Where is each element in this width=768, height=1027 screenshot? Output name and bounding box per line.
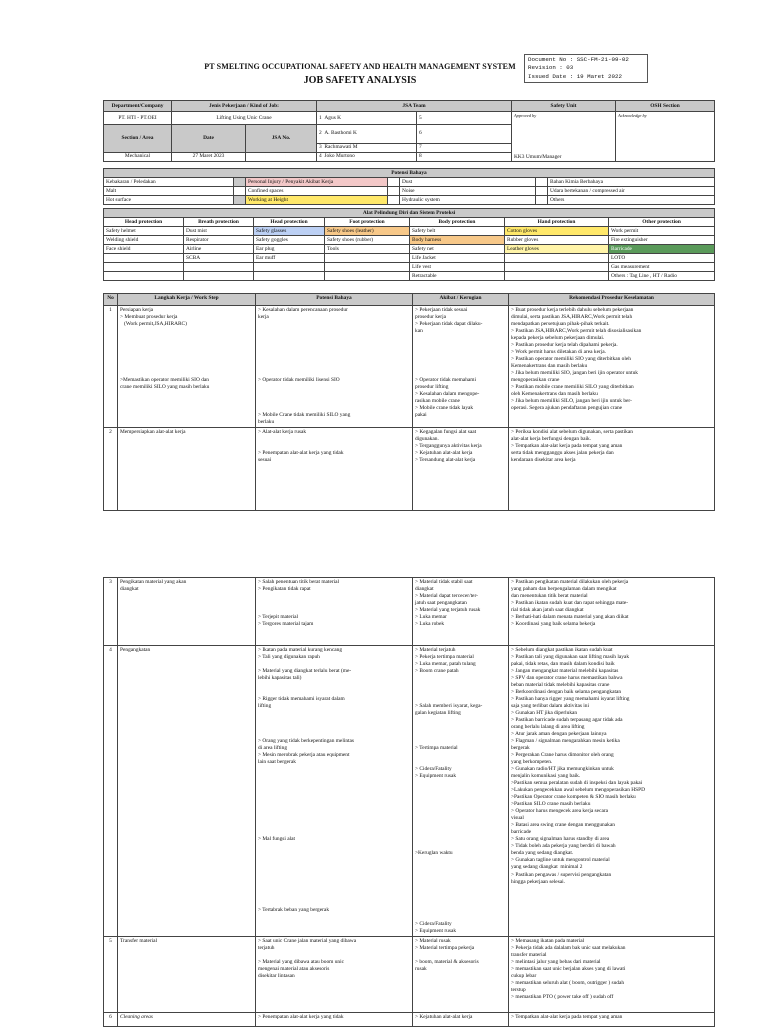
hazard-malt: Malt	[104, 187, 234, 196]
company-value: PT. HTI - PT.OEI	[104, 112, 172, 125]
team-member-2: 2 A. Basthomi K	[317, 125, 417, 144]
issued-date: Issued Date : 19 Maret 2022	[528, 72, 622, 80]
step-number: 3	[104, 578, 118, 646]
hazard-check	[388, 178, 400, 187]
team-header: JSA Team	[317, 101, 512, 112]
step-hazard: > Kesalahan dalam perencanaan prosedur kerja > Operator tidak memiliki lisensi SIO > Mobile Crane tidak memiliki SILO yang berlaku	[256, 306, 413, 428]
hazard-check	[388, 196, 400, 205]
ppe-item: Face shield	[104, 245, 184, 254]
step-effect: > Pekerjaan tidak sesuai prosedur kerja > Pekerjaan tidak dapat dilaku- kan > Operator tidak memahami prosedur lifting > Kesalahan dalam mengope- rasikan mobile crane > Mobile crane tidak layak pakai	[413, 306, 509, 428]
ppe-header-foot: Foot protection	[325, 218, 410, 227]
hazard-check	[536, 187, 548, 196]
ppe-item: Tools	[325, 245, 410, 254]
ppe-item: Dust mist	[184, 227, 254, 236]
ppe-item: Life Jacket	[410, 254, 505, 263]
hazard-others: Others	[548, 196, 715, 205]
steps-table-page-2	[103, 577, 715, 1027]
step-effect: > Material tidak stabil saat diangkat > Material dapat tercecer/ter- jatuh saat pengangkatan > Material yang terjatuh rusak > Luka memar > Luka robek	[413, 578, 509, 646]
step-recommendation: > Sebelum diangkat pastikan ikatan sudah kuat > Pastikan tali yang digunakan saat lifting masih layak pakai, tidak retas, dan masih dalam kondisi baik > Jangan mengangkat material melebihi kapasitas > SPV dan operator crane harus memastikan bahwa beban material tidak melebihi kapasitas crane > Berkoordinasi dengan baik selama pengangkatan > Pastikan hanya rigger yang memahami isyarat lifting saja yang terlibat dalam aktivitas ini > Gunakan HT jika diperlukan > Pastikan barricade sudah terpasang agar tidak ada orang berlalu lalang di area lifting > Atur jarak aman dengan pekerjaan lainnya > Flagman / signalman mengarahkan mesin ketika bergerak > Pergerakan Crane harus dimonitor oleh orang yang berkompeten. > Gunakan radio/HT jika memungkinkan untuk menjalin komunikasi yang baik. >Pastikan semua peralatan sudah di inspeksi dan layak pakai >Lakukan pengecekkan awal sebelum mengoperasikan HSPD >Pastikan Operator crane kompeten & SIO masih berlaku >Pastikan SILO crane masih berlaku > Operator harus mengecek area kerja secara visual > Batasi area swing crane dengan menggunakan barricade > Satu orang signalman harus standby di area > Tidak boleh ada pekerja yang berdiri di bawah benda yang sedang diangkat. > Gunakan tagline untuk mengontrol material yang sedang diangkat minimal 2 > Pastikan pengawas / supervisi pengangkatan hingga pekerjaan selesai.	[509, 646, 715, 937]
ppe-item-selected: Barricade	[609, 245, 715, 254]
ppe-item: Work permit	[609, 227, 715, 236]
ppe-item: Safety helmet	[104, 227, 184, 236]
ppe-item: Safety goggles	[254, 236, 325, 245]
ppe-item: Respirator	[184, 236, 254, 245]
step-hazard: > Saat unic Crane jalan material yang dibawa terjatuh > Material yang dibawa atau boom unic mengenai material atau aksesoris disekitar lintasan	[256, 936, 413, 1012]
ppe-item: Gas measurement	[609, 263, 715, 272]
jsa-no-value	[246, 152, 317, 161]
ppe-item-selected: Safety glasses	[254, 227, 325, 236]
safety-unit-header: Safety Unit	[512, 101, 616, 112]
team-member-1: 1 Agus K	[317, 112, 417, 125]
hazard-potential-title: Potensi Bahaya	[104, 169, 715, 178]
team-slot-5: 5	[417, 112, 512, 125]
ppe-item-selected: Safety shoes (leather)	[325, 227, 410, 236]
ppe-header-body: Body protection	[410, 218, 505, 227]
hazard-hydraulic: Hydraulic system	[400, 196, 536, 205]
ppe-header-head: Head protection	[104, 218, 184, 227]
team-member-3: 3 Rachmawati M	[317, 143, 417, 152]
step-effect: > Kejatuhan alat-alat kerja	[413, 1012, 509, 1026]
ppe-item: SCBA	[184, 254, 254, 263]
hazard-confined-spaces: Confined spaces	[246, 187, 388, 196]
ppe-table	[103, 208, 715, 281]
jsa-info-table	[103, 100, 715, 162]
step-hazard: > Ikatan pada material kurang kencang > Tali yang digunakan rapuh > Material yang diangkat terlalu berat (me- lebihi kapasitas tali) > Rigger tidak memahami isyarat dalam lifting > Orang yang tidak berkepentingan melintas di area lifting > Mesin merobrak pekerja atau equipment lain saat bergerak > Mal fungsi alat > Tertabrak beban yang bergerak	[256, 646, 413, 937]
steps-header-step: Langkah Kerja / Work Step	[118, 294, 256, 306]
step-recommendation: > Memasang ikatan pada material > Pekerja tidak ada dalalam bak unic saat melakukan transfer material > melintasi jalur yang bebas dari material > memastikan saat unic berjalan akses yang di lawati cukup lebar > memastikan seluruh alat ( boom, outrigger ) sudah terstup > memastikan PTO ( power take off ) sudah off	[509, 936, 715, 1012]
hazard-fire: Kebakaran / Peledakan	[104, 178, 234, 187]
ppe-item: Ear muff	[254, 254, 325, 263]
section-header: Section / Area	[104, 125, 172, 153]
revision: Revision : 03	[528, 64, 574, 72]
step-number: 4	[104, 646, 118, 937]
hazard-dust: Dust	[400, 178, 536, 187]
hazard-check	[234, 178, 246, 187]
job-header: Jenis Pekerjaan / Kind of Job:	[172, 101, 317, 112]
date-value: 27 Maret 2023	[172, 152, 246, 161]
step-description: Pengangkatan	[118, 646, 256, 937]
date-header: Date	[172, 125, 246, 153]
ppe-item-selected: Body harness	[410, 236, 505, 245]
team-slot-7: 7	[417, 143, 512, 152]
step-hazard: > Penempatan alat-alat kerja yang tidak	[256, 1012, 413, 1026]
ppe-header-other: Other protection	[609, 218, 715, 227]
hazard-noise: Noise	[400, 187, 536, 196]
section-value: Mechanical	[104, 152, 172, 161]
steps-table-page-1	[103, 293, 715, 511]
step-number: 6	[104, 1012, 118, 1026]
step-recommendation: > Tempatkan alat-alat kerja pada tempat yang aman	[509, 1012, 715, 1026]
ppe-item: Fire extinguisher	[609, 236, 715, 245]
ppe-item: Airline	[184, 245, 254, 254]
step-number: 5	[104, 936, 118, 1012]
step-description: Persiapan kerja > Membuat prosedur kerja (Work permit,JSA,HIRARC) >Memastikan operator memiliki SIO dan crane memiliki SILO yang masih berlaku	[118, 306, 256, 428]
hazard-potential-table	[103, 168, 715, 205]
ppe-item: Rubber gloves	[505, 236, 609, 245]
hazard-working-at-height: Working at Height	[246, 196, 388, 205]
job-value: Lifting Using Unic Crane	[172, 112, 317, 125]
step-description: Transfer material	[118, 936, 256, 1012]
step-recommendation: > Periksa kondisi alat sebelum digunakan, serta pastikan alat-alat kerja berfungsi dengan baik. > Tempatkan alat-alat kerja pada tempat yang aman serta tidak mengganggu akses jalan pekerja dan kendaraan disekitar area kerja	[509, 428, 715, 511]
step-number: 1	[104, 306, 118, 428]
steps-header-no: No	[104, 294, 118, 306]
hazard-check	[536, 196, 548, 205]
step-number: 2	[104, 428, 118, 511]
ppe-item: Safety shoes (rubber)	[325, 236, 410, 245]
ppe-title: Alat Pelindung Diri dan Sistem Proteksi	[104, 209, 715, 218]
hazard-check	[234, 187, 246, 196]
step-effect: > Material terjatuh > Pekerja tertimpa material > Luka memar, patah tulang > Boom crane patah > Salah memberi isyarat, kega- galan kegiatan lifting > Tertimpa material > Cidera/Fatality > Equipment rusak >Keruglan waktu > Cidera/Fatality > Equipment rusak	[413, 646, 509, 937]
ppe-item: Welding shield	[104, 236, 184, 245]
steps-header-recommendation: Rekomendasi Prosedur Keselamatan	[509, 294, 715, 306]
ppe-header-breath: Breath protection	[184, 218, 254, 227]
system-title: PT SMELTING OCCUPATIONAL SAFETY AND HEALTH MANAGEMENT SYSTEM	[204, 62, 516, 71]
ppe-item: Retractable	[410, 272, 505, 281]
hazard-chemical: Bahan Kimia Berbahaya	[548, 178, 715, 187]
ppe-header-head-2: Head protection	[254, 218, 325, 227]
hazard-check	[536, 178, 548, 187]
hazard-check	[234, 196, 246, 205]
step-description: Pengikatan material yang akan diangkat	[118, 578, 256, 646]
team-member-4: 4 Joko Murtono	[317, 152, 417, 161]
step-effect: > Material rusak > Material tertimpa pekerja > boom, material & aksesoris rusak	[413, 936, 509, 1012]
step-description: Mempersiapkan alat-alat kerja	[118, 428, 256, 511]
company-header: Department/Company	[104, 101, 172, 112]
step-hazard: > Salah penentuan titik berat material > Pengikatan tidak rapat > Terjepit material > Tergores material tajam	[256, 578, 413, 646]
ppe-item-selected: Leather gloves	[505, 245, 609, 254]
ppe-item: Safety belt	[410, 227, 505, 236]
hazard-check	[388, 187, 400, 196]
step-effect: > Kegagalan fungsi alat saat digunakan. > Terganggunya aktivitas kerja > Kejatuhan alat-alat kerja > Tersandung alat-alat kerja	[413, 428, 509, 511]
ppe-item: Safety net	[410, 245, 505, 254]
ppe-item-selected: Cotton gloves	[505, 227, 609, 236]
ppe-item: Ear plug	[254, 245, 325, 254]
step-recommendation: > Pastikan pengikatan material dilakukan oleh pekerja yang paham dan berpengalaman dalam mengikat dan menentukan titik berat material > Pastikan ikatan sudah kuat dan rapat sehingga mate- rial tidak akan jatuh saat diangkat > Berhati-hati dalam menata material yang akan diikat > Koordinasi yang baik selama bekerja	[509, 578, 715, 646]
steps-header-hazard: Potensi Bahaya	[256, 294, 413, 306]
document-number: Document No : SSC-FM-21-09-02	[528, 56, 629, 63]
document-title: JOB SAFETY ANALYSIS	[303, 75, 417, 86]
step-recommendation: > Buat prosedur kerja terlebih dahulu sebelum pekerjaan dimulai, serta pastikan JSA,HIRARC,Work permit telah mendapatkan persetujuan pihak-pihak terkait. > Pastikan JSA,HIRARC,Work permit telah disosialisasikan kepada pekerja sebelum pekerjaan dimulai. > Pastikan prosedur kerja telah dipahami pekerja. > Work permit harus diletakan di area kerja. > Pastikan operator memiliki SIO yang diterbitkan oleh Kemenakertrans dan masih berlaku > Jika belum memiliki SIO, jangan beri ijin operator untuk mengoperasikan crane > Pastikan mobile crane memiliki SILO yang diterbitkan oleh Kemenakertrans dan masih berlaku > Jika belum memiliki SILO, jangan beri ijin untuk ber- operasi. Segera ajukan pendaftaran pengujian crane	[509, 306, 715, 428]
team-slot-6: 6	[417, 125, 512, 144]
ppe-item: LOTO	[609, 254, 715, 263]
step-hazard: > Alat-alat kerja rusak > Penempatan alat-alat kerja yang tidak sesuai	[256, 428, 413, 511]
steps-header-effect: Akibat / Kerugian	[413, 294, 509, 306]
document-info-box	[524, 54, 648, 83]
jsa-no-header: JSA No.	[246, 125, 317, 153]
ppe-item: Others : Tag Line , HT / Radio	[609, 272, 715, 281]
approved-by-cell: Approved by KK3 Umum/Manager	[512, 112, 616, 162]
ppe-item: Life vest	[410, 263, 505, 272]
hazard-compressed-air: Udara bertekanan / compressed air	[548, 187, 715, 196]
step-description: Cleaning areas	[118, 1012, 256, 1026]
hazard-personal-injury: Personal Injury / Penyakit Akibat Kerja	[246, 178, 388, 187]
osh-section-header: OSH Section	[616, 101, 715, 112]
team-slot-8: 8	[417, 152, 512, 161]
acknowledge-by-cell: Acknowledge by	[616, 112, 715, 162]
hazard-hot-surface: Hot surface	[104, 196, 234, 205]
ppe-header-hand: Hand protection	[505, 218, 609, 227]
